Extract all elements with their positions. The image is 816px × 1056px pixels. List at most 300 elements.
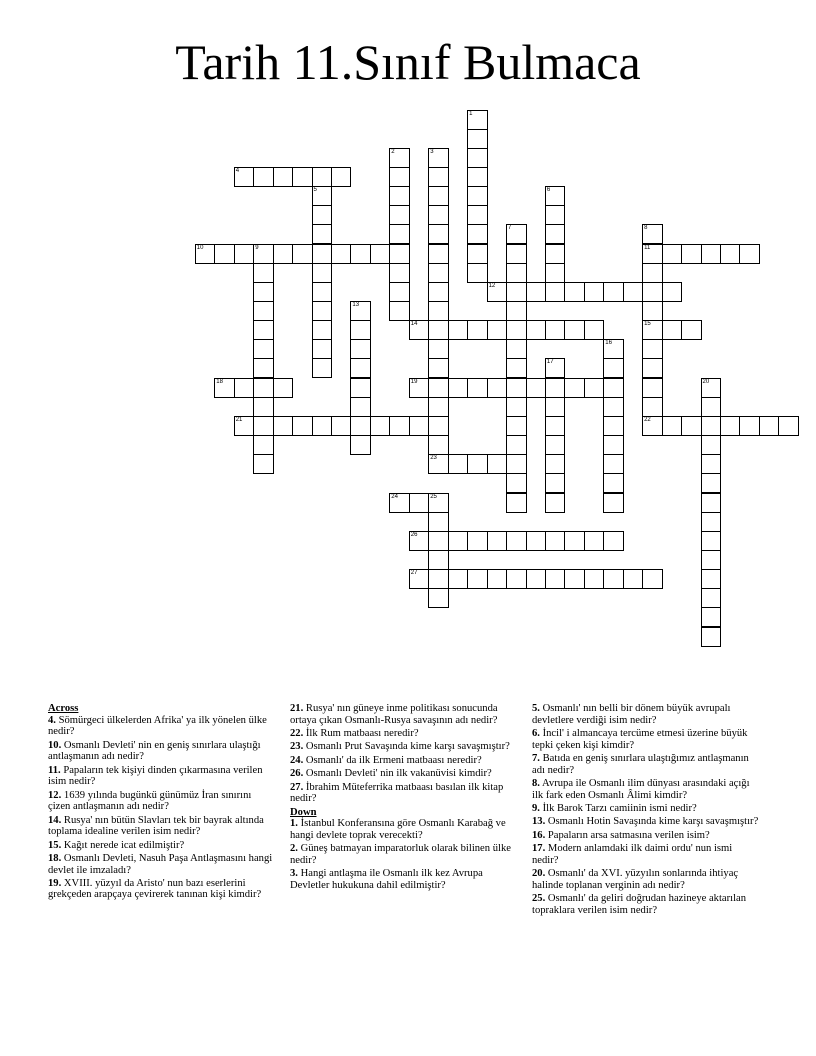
grid-cell[interactable] bbox=[545, 320, 566, 340]
clue-text: İbrahim Müteferrika matbaası basılan ilk kitap nedir? bbox=[290, 781, 504, 805]
grid-cell[interactable] bbox=[428, 378, 449, 398]
grid-cell[interactable] bbox=[545, 493, 566, 513]
grid-cell[interactable] bbox=[350, 358, 371, 378]
clue-number: 1. bbox=[290, 818, 298, 830]
grid-cell[interactable] bbox=[564, 282, 585, 302]
grid-cell[interactable] bbox=[428, 493, 449, 513]
clue-text: Batıda en geniş sınırlara ulaştığımız antlaşmanın adı nedir? bbox=[532, 752, 749, 776]
grid-cell[interactable] bbox=[253, 167, 274, 187]
grid-cell[interactable] bbox=[292, 416, 313, 436]
grid-cell[interactable] bbox=[662, 416, 683, 436]
grid-cell[interactable] bbox=[739, 416, 760, 436]
grid-cell[interactable] bbox=[681, 416, 702, 436]
grid-cell[interactable] bbox=[564, 531, 585, 551]
clue-number: 18. bbox=[48, 852, 62, 864]
grid-cell[interactable] bbox=[350, 378, 371, 398]
cell-number: 12 bbox=[488, 282, 496, 289]
grid-cell[interactable] bbox=[642, 397, 663, 417]
cell-number: 23 bbox=[430, 455, 437, 462]
grid-cell[interactable] bbox=[312, 416, 333, 436]
cell-number: 21 bbox=[235, 416, 243, 423]
grid-cell[interactable] bbox=[331, 244, 352, 264]
clue-text: Papaların arsa satmasına verilen isim? bbox=[547, 829, 710, 841]
grid-cell[interactable] bbox=[603, 282, 624, 302]
grid-cell[interactable] bbox=[428, 224, 449, 244]
grid-cell[interactable] bbox=[487, 282, 508, 302]
grid-cell[interactable] bbox=[409, 378, 430, 398]
grid-cell[interactable] bbox=[428, 550, 449, 570]
grid-cell[interactable] bbox=[506, 435, 527, 455]
grid-cell[interactable] bbox=[701, 627, 722, 647]
down-clue bbox=[532, 778, 760, 801]
grid-cell[interactable] bbox=[506, 493, 527, 513]
page-title: Tarih 11.Sınıf Bulmaca bbox=[175, 34, 641, 90]
grid-cell[interactable] bbox=[428, 186, 449, 206]
clue-number: 3. bbox=[290, 868, 298, 880]
grid-cell[interactable] bbox=[642, 416, 663, 436]
grid-cell[interactable] bbox=[545, 454, 566, 474]
grid-cell[interactable] bbox=[292, 167, 313, 187]
cell-number: 27 bbox=[410, 570, 418, 577]
grid-cell[interactable] bbox=[467, 454, 488, 474]
grid-cell[interactable] bbox=[701, 588, 722, 608]
grid-cell[interactable] bbox=[759, 416, 780, 436]
grid-cell[interactable] bbox=[331, 167, 352, 187]
clue-text: Osmanlı' da XVI. yüzyılın sonlarında ihtiyaç halinde toplanan verginin adı nedir? bbox=[532, 868, 739, 891]
grid-cell[interactable] bbox=[389, 416, 410, 436]
grid-cell[interactable] bbox=[506, 378, 527, 398]
grid-cell[interactable] bbox=[467, 244, 488, 264]
clue-text: XVIII. yüzyıl da Aristo' nun bazı eserlerini grekçeden arapçaya çevirerek tanınan kişi kimdir? bbox=[48, 877, 262, 901]
grid-cell[interactable] bbox=[312, 186, 333, 206]
clue-text: Osmanlı Devleti' nin en geniş sınırlara ulaştığı antlaşmanın adı nedir? bbox=[48, 739, 261, 763]
grid-cell[interactable] bbox=[389, 263, 410, 283]
grid-cell[interactable] bbox=[603, 473, 624, 493]
down-clue bbox=[532, 893, 760, 916]
grid-cell[interactable] bbox=[428, 301, 449, 321]
grid-cell[interactable] bbox=[487, 378, 508, 398]
clue-number: 13. bbox=[532, 816, 546, 828]
clue-number: 17. bbox=[532, 843, 546, 855]
grid-cell[interactable] bbox=[681, 320, 702, 340]
grid-cell[interactable] bbox=[487, 569, 508, 589]
across-clue bbox=[290, 741, 518, 753]
clues-column-3 bbox=[532, 703, 760, 918]
grid-cell[interactable] bbox=[642, 320, 663, 340]
grid-cell[interactable] bbox=[273, 416, 294, 436]
clue-text: İlk Barok Tarzı camiinin ismi nedir? bbox=[542, 802, 697, 814]
grid-cell[interactable] bbox=[467, 320, 488, 340]
grid-cell[interactable] bbox=[467, 569, 488, 589]
grid-cell[interactable] bbox=[603, 493, 624, 513]
grid-cell[interactable] bbox=[506, 224, 527, 244]
grid-cell[interactable] bbox=[428, 531, 449, 551]
clues-column-2 bbox=[290, 703, 518, 893]
clue-text: Osmanlı Prut Savaşında kime karşı savaşmıştır? bbox=[305, 741, 510, 753]
grid-cell[interactable] bbox=[389, 493, 410, 513]
grid-cell[interactable] bbox=[603, 397, 624, 417]
grid-cell[interactable] bbox=[389, 167, 410, 187]
grid-cell[interactable] bbox=[331, 416, 352, 436]
cell-number: 16 bbox=[605, 340, 612, 347]
grid-cell[interactable] bbox=[526, 378, 547, 398]
grid-cell[interactable] bbox=[506, 263, 527, 283]
grid-cell[interactable] bbox=[545, 244, 566, 264]
grid-cell[interactable] bbox=[545, 378, 566, 398]
grid-cell[interactable] bbox=[506, 320, 527, 340]
grid-cell[interactable] bbox=[312, 244, 333, 264]
grid-cell[interactable] bbox=[312, 224, 333, 244]
clue-text: Osmanlı Devleti' nin ilk vakanüvisi kimdir? bbox=[305, 768, 492, 780]
grid-cell[interactable] bbox=[506, 569, 527, 589]
grid-cell[interactable] bbox=[701, 397, 722, 417]
grid-cell[interactable] bbox=[642, 263, 663, 283]
grid-cell[interactable] bbox=[273, 244, 294, 264]
across-clue bbox=[48, 715, 276, 738]
grid-cell[interactable] bbox=[603, 378, 624, 398]
grid-cell[interactable] bbox=[603, 358, 624, 378]
grid-cell[interactable] bbox=[584, 320, 605, 340]
grid-cell[interactable] bbox=[428, 244, 449, 264]
across-clue bbox=[290, 728, 518, 740]
grid-cell[interactable] bbox=[662, 244, 683, 264]
clue-number: 2. bbox=[290, 843, 298, 855]
grid-cell[interactable] bbox=[642, 358, 663, 378]
grid-cell[interactable] bbox=[506, 416, 527, 436]
clue-text: İncil' i almancaya tercüme etmesi üzerine büyük tepki çeken kişi kimdir? bbox=[532, 727, 748, 751]
grid-cell[interactable] bbox=[467, 378, 488, 398]
grid-cell[interactable] bbox=[409, 493, 430, 513]
clue-text: İlk Rum matbaası neredir? bbox=[305, 727, 419, 739]
grid-cell[interactable] bbox=[642, 224, 663, 244]
grid-cell[interactable] bbox=[428, 263, 449, 283]
grid-cell[interactable] bbox=[701, 454, 722, 474]
grid-cell[interactable] bbox=[720, 416, 741, 436]
grid-cell[interactable] bbox=[253, 244, 274, 264]
clue-number: 26. bbox=[290, 768, 304, 780]
grid-cell[interactable] bbox=[467, 148, 488, 168]
grid-cell[interactable] bbox=[448, 320, 469, 340]
grid-cell[interactable] bbox=[720, 244, 741, 264]
grid-cell[interactable] bbox=[467, 224, 488, 244]
grid-cell[interactable] bbox=[409, 531, 430, 551]
grid-cell[interactable] bbox=[312, 320, 333, 340]
grid-cell[interactable] bbox=[467, 167, 488, 187]
grid-cell[interactable] bbox=[662, 320, 683, 340]
grid-cell[interactable] bbox=[623, 569, 644, 589]
grid-cell[interactable] bbox=[428, 588, 449, 608]
grid-cell[interactable] bbox=[603, 435, 624, 455]
grid-cell[interactable] bbox=[350, 435, 371, 455]
clue-text: Sömürgeci ülkelerden Afrika' ya ilk yönelen ülke nedir? bbox=[48, 714, 267, 738]
grid-cell[interactable] bbox=[603, 339, 624, 359]
grid-cell[interactable] bbox=[564, 569, 585, 589]
grid-cell[interactable] bbox=[234, 167, 255, 187]
grid-cell[interactable] bbox=[487, 531, 508, 551]
grid-cell[interactable] bbox=[253, 263, 274, 283]
grid-cell[interactable] bbox=[545, 186, 566, 206]
down-header: Down bbox=[290, 806, 317, 818]
grid-cell[interactable] bbox=[448, 569, 469, 589]
clue-number: 12. bbox=[48, 789, 62, 801]
grid-cell[interactable] bbox=[701, 473, 722, 493]
grid-cell[interactable] bbox=[350, 244, 371, 264]
grid-cell[interactable] bbox=[448, 454, 469, 474]
grid-cell[interactable] bbox=[467, 110, 488, 130]
grid-cell[interactable] bbox=[487, 320, 508, 340]
grid-cell[interactable] bbox=[428, 512, 449, 532]
grid-cell[interactable] bbox=[409, 416, 430, 436]
grid-cell[interactable] bbox=[234, 244, 255, 264]
grid-cell[interactable] bbox=[312, 167, 333, 187]
grid-cell[interactable] bbox=[389, 186, 410, 206]
cell-number: 25 bbox=[430, 493, 437, 500]
cell-number: 8 bbox=[644, 225, 648, 232]
grid-cell[interactable] bbox=[428, 148, 449, 168]
cell-number: 17 bbox=[546, 359, 554, 366]
grid-cell[interactable] bbox=[448, 378, 469, 398]
clues-column-1 bbox=[48, 703, 276, 903]
grid-cell[interactable] bbox=[642, 244, 663, 264]
clue-number: 11. bbox=[48, 764, 61, 776]
clue-text: Hangi antlaşma ile Osmanlı ilk kez Avrupa Devletler hukukuna dahil edilmiştir? bbox=[290, 868, 483, 891]
clue-number: 8. bbox=[532, 777, 540, 789]
clue-text: Osmanlı Hotin Savaşında kime karşı savaşmıştır? bbox=[547, 816, 759, 828]
grid-cell[interactable] bbox=[701, 607, 722, 627]
clue-number: 14. bbox=[48, 814, 62, 826]
down-clue bbox=[532, 753, 760, 776]
grid-cell[interactable] bbox=[506, 301, 527, 321]
grid-cell[interactable] bbox=[467, 531, 488, 551]
grid-cell[interactable] bbox=[428, 358, 449, 378]
grid-cell[interactable] bbox=[389, 244, 410, 264]
grid-cell[interactable] bbox=[234, 416, 255, 436]
grid-cell[interactable] bbox=[526, 320, 547, 340]
clue-text: Rusya' nın güneye inme politikası sonucunda ortaya çıkan Osmanlı-Rusya savaşının adı nedir? bbox=[290, 703, 498, 726]
clue-number: 23. bbox=[290, 741, 304, 753]
grid-cell[interactable] bbox=[701, 244, 722, 264]
grid-cell[interactable] bbox=[409, 320, 430, 340]
clue-number: 22. bbox=[290, 727, 304, 739]
grid-cell[interactable] bbox=[370, 416, 391, 436]
grid-cell[interactable] bbox=[545, 282, 566, 302]
clue-number: 25. bbox=[532, 893, 546, 905]
grid-cell[interactable] bbox=[467, 186, 488, 206]
cell-number: 3 bbox=[430, 148, 434, 155]
grid-cell[interactable] bbox=[312, 263, 333, 283]
grid-cell[interactable] bbox=[642, 569, 663, 589]
down-clue bbox=[532, 803, 760, 815]
grid-cell[interactable] bbox=[681, 244, 702, 264]
grid-cell[interactable] bbox=[701, 416, 722, 436]
grid-cell[interactable] bbox=[409, 569, 430, 589]
grid-cell[interactable] bbox=[584, 531, 605, 551]
grid-cell[interactable] bbox=[506, 282, 527, 302]
grid-cell[interactable] bbox=[428, 435, 449, 455]
grid-cell[interactable] bbox=[545, 531, 566, 551]
grid-cell[interactable] bbox=[701, 531, 722, 551]
grid-cell[interactable] bbox=[506, 244, 527, 264]
down-clue bbox=[532, 728, 760, 751]
grid-cell[interactable] bbox=[603, 454, 624, 474]
clue-number: 7. bbox=[532, 752, 540, 764]
clue-number: 24. bbox=[290, 754, 304, 766]
grid-cell[interactable] bbox=[584, 378, 605, 398]
grid-cell[interactable] bbox=[506, 358, 527, 378]
grid-cell[interactable] bbox=[253, 320, 274, 340]
grid-cell[interactable] bbox=[662, 282, 683, 302]
grid-cell[interactable] bbox=[564, 320, 585, 340]
grid-cell[interactable] bbox=[253, 435, 274, 455]
grid-cell[interactable] bbox=[214, 244, 235, 264]
clue-number: 20. bbox=[532, 868, 546, 880]
clue-number: 4. bbox=[48, 714, 56, 726]
clue-text: 1639 yılında bugünkü günümüz İran sınırını çizen antlaşmanın adı nedir? bbox=[48, 789, 252, 813]
grid-cell[interactable] bbox=[506, 454, 527, 474]
grid-cell[interactable] bbox=[312, 282, 333, 302]
grid-cell[interactable] bbox=[526, 569, 547, 589]
grid-cell[interactable] bbox=[350, 339, 371, 359]
grid-cell[interactable] bbox=[428, 454, 449, 474]
grid-cell[interactable] bbox=[234, 378, 255, 398]
down-clue bbox=[532, 843, 760, 866]
cell-number: 18 bbox=[216, 378, 223, 385]
cell-number: 5 bbox=[313, 187, 317, 194]
grid-cell[interactable] bbox=[389, 148, 410, 168]
grid-cell[interactable] bbox=[273, 378, 294, 398]
clue-number: 16. bbox=[532, 829, 546, 841]
grid-cell[interactable] bbox=[253, 378, 274, 398]
grid-cell[interactable] bbox=[701, 569, 722, 589]
grid-cell[interactable] bbox=[428, 416, 449, 436]
grid-cell[interactable] bbox=[350, 301, 371, 321]
clue-number: 6. bbox=[532, 727, 540, 739]
across-clue bbox=[48, 790, 276, 813]
grid-cell[interactable] bbox=[545, 224, 566, 244]
grid-cell[interactable] bbox=[370, 244, 391, 264]
grid-cell[interactable] bbox=[428, 569, 449, 589]
cell-number: 1 bbox=[469, 110, 473, 117]
cell-number: 2 bbox=[391, 148, 395, 155]
grid-cell[interactable] bbox=[312, 301, 333, 321]
grid-cell[interactable] bbox=[545, 435, 566, 455]
grid-cell[interactable] bbox=[312, 358, 333, 378]
grid-cell[interactable] bbox=[506, 397, 527, 417]
grid-cell[interactable] bbox=[603, 416, 624, 436]
grid-cell[interactable] bbox=[506, 531, 527, 551]
grid-cell[interactable] bbox=[253, 339, 274, 359]
grid-cell[interactable] bbox=[428, 397, 449, 417]
grid-cell[interactable] bbox=[467, 205, 488, 225]
cell-number: 6 bbox=[546, 187, 551, 194]
grid-cell[interactable] bbox=[428, 320, 449, 340]
grid-cell[interactable] bbox=[428, 339, 449, 359]
grid-cell[interactable] bbox=[253, 282, 274, 302]
grid-cell[interactable] bbox=[545, 397, 566, 417]
grid-cell[interactable] bbox=[428, 167, 449, 187]
grid-cell[interactable] bbox=[253, 454, 274, 474]
grid-cell[interactable] bbox=[778, 416, 799, 436]
grid-cell[interactable] bbox=[428, 205, 449, 225]
grid-cell[interactable] bbox=[253, 358, 274, 378]
cell-number: 22 bbox=[644, 416, 651, 423]
cell-number: 20 bbox=[702, 378, 710, 385]
grid-cell[interactable] bbox=[214, 378, 235, 398]
grid-cell[interactable] bbox=[350, 320, 371, 340]
cell-number: 14 bbox=[410, 321, 418, 328]
grid-cell[interactable] bbox=[253, 397, 274, 417]
grid-cell[interactable] bbox=[253, 416, 274, 436]
across-clue bbox=[290, 768, 518, 780]
grid-cell[interactable] bbox=[545, 416, 566, 436]
grid-cell[interactable] bbox=[312, 339, 333, 359]
grid-cell[interactable] bbox=[545, 205, 566, 225]
grid-cell[interactable] bbox=[623, 282, 644, 302]
grid-cell[interactable] bbox=[603, 569, 624, 589]
grid-cell[interactable] bbox=[545, 263, 566, 283]
grid-cell[interactable] bbox=[526, 531, 547, 551]
grid-cell[interactable] bbox=[701, 435, 722, 455]
grid-cell[interactable] bbox=[701, 493, 722, 513]
grid-cell[interactable] bbox=[564, 378, 585, 398]
grid-cell[interactable] bbox=[195, 244, 216, 264]
grid-cell[interactable] bbox=[253, 301, 274, 321]
clue-text: Modern anlamdaki ilk daimi ordu' nun ismi nedir? bbox=[532, 843, 733, 866]
across-clue bbox=[290, 703, 518, 726]
grid-cell[interactable] bbox=[506, 473, 527, 493]
grid-cell[interactable] bbox=[642, 378, 663, 398]
cell-number: 11 bbox=[644, 244, 651, 251]
grid-cell[interactable] bbox=[487, 454, 508, 474]
grid-cell[interactable] bbox=[584, 569, 605, 589]
grid-cell[interactable] bbox=[739, 244, 760, 264]
grid-cell[interactable] bbox=[526, 282, 547, 302]
grid-cell[interactable] bbox=[545, 358, 566, 378]
cell-number: 15 bbox=[644, 321, 651, 328]
grid-cell[interactable] bbox=[603, 531, 624, 551]
grid-cell[interactable] bbox=[584, 282, 605, 302]
grid-cell[interactable] bbox=[389, 282, 410, 302]
cell-number: 13 bbox=[352, 302, 360, 308]
cell-number: 10 bbox=[196, 244, 204, 251]
across-clue bbox=[290, 782, 518, 805]
grid-cell[interactable] bbox=[701, 378, 722, 398]
grid-cell[interactable] bbox=[545, 569, 566, 589]
grid-cell[interactable] bbox=[701, 512, 722, 532]
grid-cell[interactable] bbox=[389, 224, 410, 244]
across-header: Across bbox=[48, 703, 79, 714]
grid-cell[interactable] bbox=[350, 416, 371, 436]
grid-cell[interactable] bbox=[467, 129, 488, 149]
grid-cell[interactable] bbox=[389, 205, 410, 225]
grid-cell[interactable] bbox=[312, 205, 333, 225]
grid-cell[interactable] bbox=[292, 244, 313, 264]
cell-number: 7 bbox=[508, 225, 512, 232]
grid-cell[interactable] bbox=[642, 301, 663, 321]
grid-cell[interactable] bbox=[545, 473, 566, 493]
grid-cell[interactable] bbox=[389, 301, 410, 321]
grid-cell[interactable] bbox=[273, 167, 294, 187]
grid-cell[interactable] bbox=[350, 397, 371, 417]
grid-cell[interactable] bbox=[428, 282, 449, 302]
grid-cell[interactable] bbox=[642, 282, 663, 302]
grid-cell[interactable] bbox=[701, 550, 722, 570]
across-clue bbox=[290, 755, 518, 767]
grid-cell[interactable] bbox=[448, 531, 469, 551]
grid-cell[interactable] bbox=[467, 263, 488, 283]
grid-cell[interactable] bbox=[642, 339, 663, 359]
grid-cell[interactable] bbox=[506, 339, 527, 359]
